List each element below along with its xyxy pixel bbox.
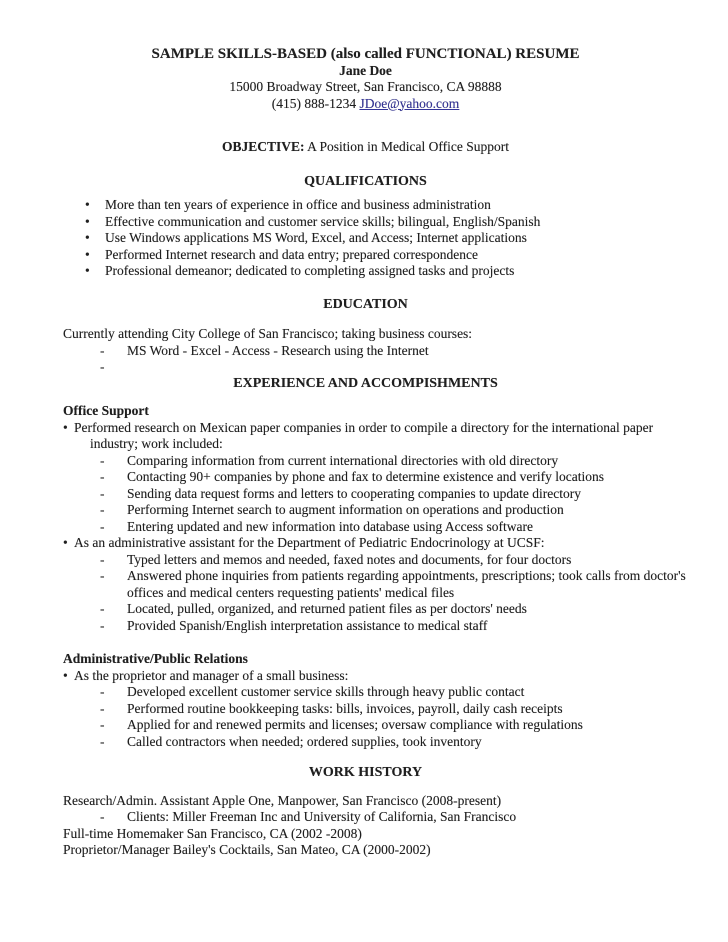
work-history-list	[63, 793, 702, 859]
experience-subitem	[63, 601, 702, 618]
dash-icon: -	[100, 485, 105, 501]
dash-icon: -	[100, 359, 105, 374]
experience-group-title: Administrative/Public Relations	[63, 651, 248, 666]
experience-bullet	[63, 668, 702, 685]
work-history-entry: Proprietor/Manager Bailey's Cocktails, San Mateo, CA (2000-2002)	[63, 842, 431, 857]
education-intro: Currently attending City College of San Francisco; taking business courses:	[63, 326, 473, 341]
experience-subitem	[63, 453, 702, 470]
experience-subitem-text: Comparing information from current international directories with old directory	[127, 452, 559, 468]
qualification-item-text: More than ten years of experience in office and business administration	[105, 197, 491, 212]
document-title: SAMPLE SKILLS-BASED (also called FUNCTIONAL) RESUME	[151, 46, 580, 62]
education-heading: EDUCATION	[323, 296, 408, 312]
qualification-item	[63, 197, 702, 214]
qualification-item-text: Use Windows applications MS Word, Excel, and Access; Internet applications	[105, 230, 527, 245]
experience-subitem-text: Located, pulled, organized, and returned patient files as per doctors' needs	[127, 601, 527, 616]
experience-subitem-text: Entering updated and new information into database using Access software	[127, 518, 534, 534]
bullet-icon: •	[63, 667, 68, 683]
experience-subitem	[63, 717, 702, 734]
resume-header	[63, 46, 702, 112]
experience-subitem	[63, 618, 702, 635]
dash-icon: -	[100, 518, 105, 534]
experience-subitem-text: Called contractors when needed; ordered supplies, took inventory	[127, 733, 482, 749]
dash-icon: -	[100, 502, 105, 517]
objective-label: OBJECTIVE:	[221, 139, 305, 154]
education-item-text: MS Word - Excel - Access - Research using the Internet	[127, 342, 429, 358]
experience-subitem	[63, 684, 702, 701]
qualification-item	[63, 263, 702, 280]
dash-icon: -	[100, 452, 105, 468]
experience-subitem	[63, 701, 702, 718]
bullet-icon: •	[63, 535, 68, 550]
dash-icon: -	[100, 342, 105, 358]
experience-subitem	[63, 486, 702, 503]
education-item	[63, 359, 702, 376]
experience-subitem-text: Typed letters and memos and needed, faxed notes and documents, for four doctors	[127, 551, 572, 567]
experience-subitem-text: Contacting 90+ companies by phone and fax to determine existence and verify locations	[127, 469, 604, 484]
dash-icon: -	[100, 684, 105, 699]
experience-subitem-text: Sending data request forms and letters to cooperating companies to update directory	[127, 485, 581, 501]
experience-subitem	[63, 552, 702, 569]
experience-bullet-text: As the proprietor and manager of a small business:	[74, 667, 349, 683]
education-list	[63, 343, 702, 376]
work-history-subitem-text: Clients: Miller Freeman Inc and University of California, San Francisco	[127, 809, 517, 824]
qualification-item-text: Professional demeanor; dedicated to completing assigned tasks and projects	[105, 263, 515, 278]
bullet-icon: •	[85, 246, 90, 262]
dash-icon: -	[100, 617, 105, 633]
qualification-item	[63, 247, 702, 264]
experience-subitem-text: Applied for and renewed permits and licenses; oversaw compliance with regulations	[127, 717, 583, 732]
experience-bullet-text: Performed research on Mexican paper companies in order to compile a directory for the international paper industry; work included:	[74, 419, 654, 451]
address-line: 15000 Broadway Street, San Francisco, CA 98888	[229, 79, 502, 94]
qualifications-list	[63, 197, 702, 280]
person-name: Jane Doe	[339, 62, 392, 78]
dash-icon: -	[100, 568, 105, 583]
qualification-item	[63, 214, 702, 231]
dash-icon: -	[100, 700, 105, 716]
objective-text: A Position in Medical Office Support	[304, 139, 510, 154]
experience-bullet	[63, 420, 702, 453]
experience-bullet-text: As an administrative assistant for the Department of Pediatric Endocrinology at UCSF:	[74, 535, 545, 550]
experience-subitem	[63, 502, 702, 519]
work-history-entry: Research/Admin. Assistant Apple One, Manpower, San Francisco (2008-present)	[63, 792, 502, 808]
work-history-subitem	[63, 809, 702, 826]
dash-icon: -	[100, 809, 105, 824]
qualification-item-text: Performed Internet research and data entry; prepared correspondence	[105, 246, 478, 262]
bullet-icon: •	[85, 197, 90, 212]
experience-groups	[63, 403, 702, 750]
dash-icon: -	[100, 469, 105, 484]
qualifications-heading: QUALIFICATIONS	[304, 173, 427, 189]
objective-line	[63, 139, 668, 156]
experience-subitem-text: Provided Spanish/English interpretation assistance to medical staff	[127, 617, 488, 633]
experience-subitem	[63, 734, 702, 751]
dash-icon: -	[100, 733, 105, 749]
experience-heading: EXPERIENCE AND ACCOMPISHMENTS	[233, 375, 498, 391]
education-item	[63, 343, 702, 360]
bullet-icon: •	[85, 213, 90, 229]
experience-group	[63, 403, 702, 634]
experience-subitem-text: Performed routine bookkeeping tasks: bills, invoices, payroll, daily cash receipts	[127, 700, 563, 716]
contact-line	[63, 96, 668, 113]
email-link[interactable]: JDoe@yahoo.com	[359, 95, 460, 111]
experience-group	[63, 651, 702, 750]
dash-icon: -	[100, 717, 105, 732]
experience-bullet	[63, 535, 702, 552]
phone-number: (415) 888-1234	[271, 95, 360, 111]
experience-subitem-text: Answered phone inquiries from patients regarding appointments, prescriptions; took calls from doctor's offices and medical centers requesting patients' medical files	[127, 568, 686, 600]
bullet-icon: •	[85, 230, 90, 245]
dash-icon: -	[100, 551, 105, 567]
work-history-entry: Full-time Homemaker San Francisco, CA (2002 -2008)	[63, 825, 362, 841]
bullet-icon: •	[63, 419, 68, 435]
experience-subitem-text: Developed excellent customer service skills through heavy public contact	[127, 684, 525, 699]
experience-subitem	[63, 519, 702, 536]
experience-group-title: Office Support	[63, 403, 149, 418]
qualification-item	[63, 230, 702, 247]
dash-icon: -	[100, 601, 105, 616]
experience-subitem-text: Performing Internet search to augment information on operations and production	[127, 502, 564, 517]
experience-subitem	[63, 469, 702, 486]
work-history-heading: WORK HISTORY	[308, 765, 423, 780]
experience-subitem	[63, 568, 702, 601]
bullet-icon: •	[85, 263, 90, 278]
qualification-item-text: Effective communication and customer service skills; bilingual, English/Spanish	[105, 213, 541, 229]
